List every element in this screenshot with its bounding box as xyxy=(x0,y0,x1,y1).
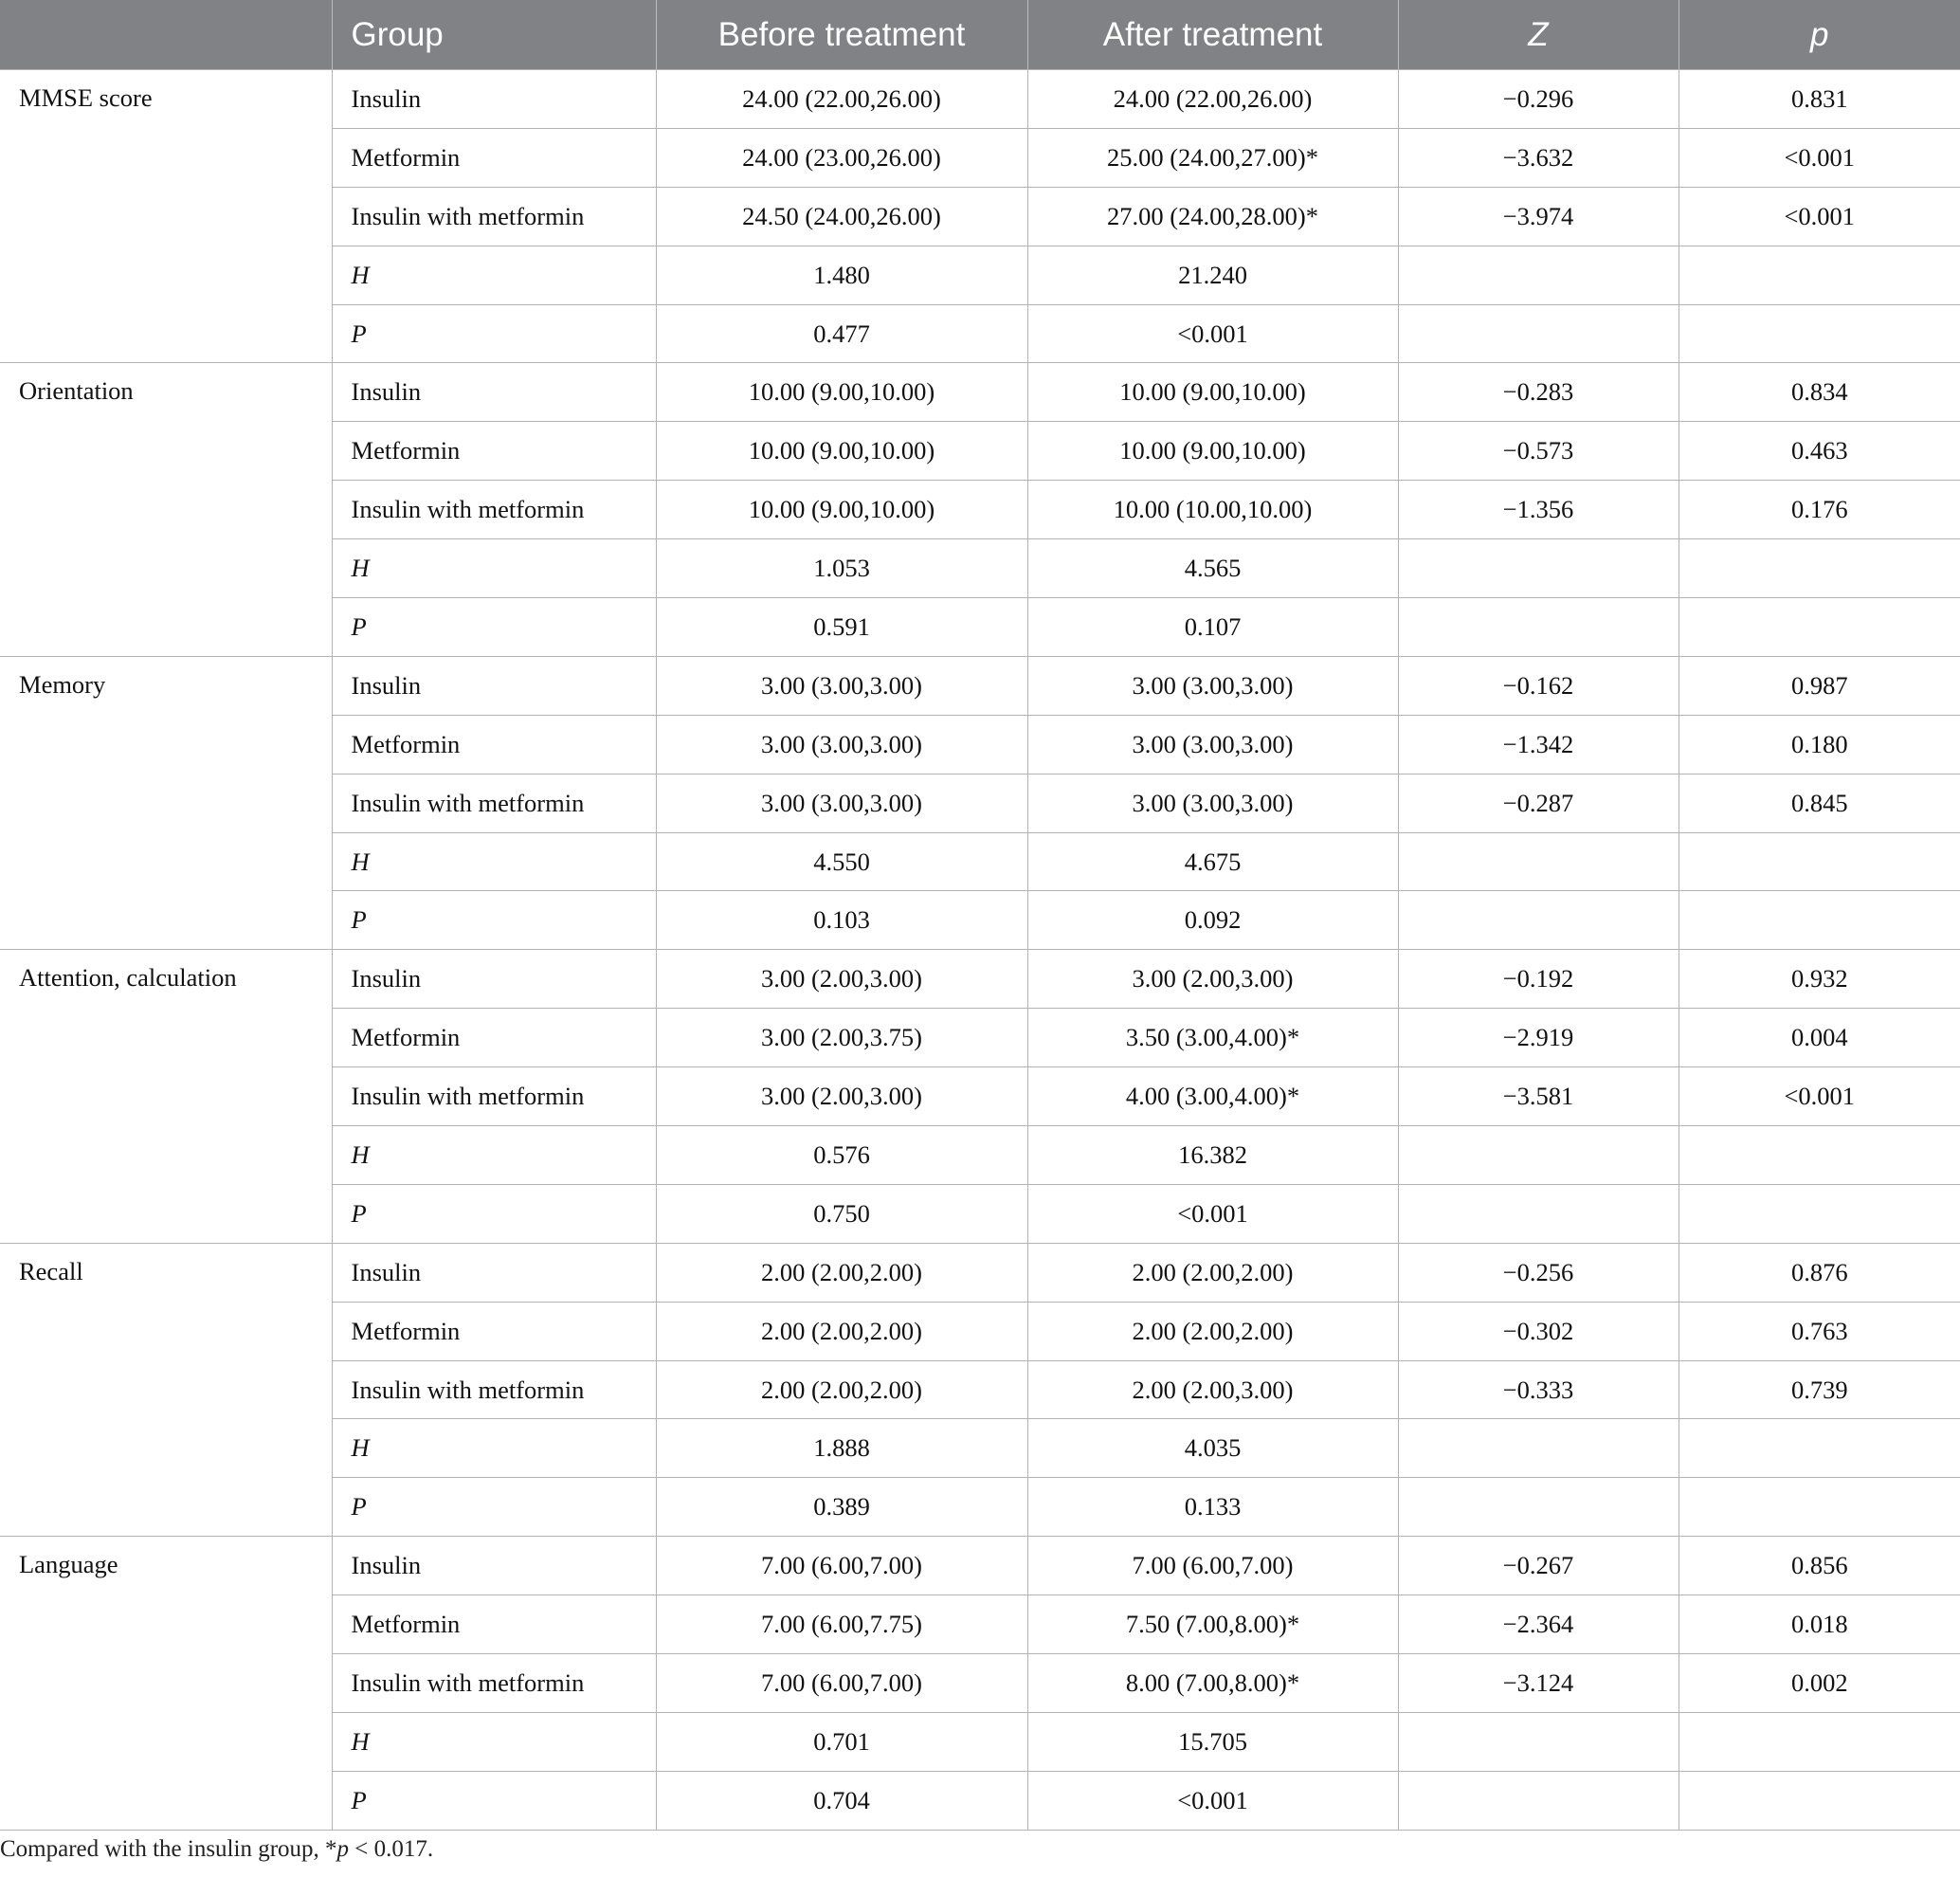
cell-z: −0.333 xyxy=(1398,1360,1679,1419)
cell-z xyxy=(1398,891,1679,950)
cell-before: 3.00 (2.00,3.00) xyxy=(656,950,1027,1009)
cell-group: Insulin with metformin xyxy=(332,1360,656,1419)
cell-p: 0.176 xyxy=(1679,481,1960,539)
cell-group: P xyxy=(332,1184,656,1243)
cell-after: 8.00 (7.00,8.00)* xyxy=(1027,1654,1398,1713)
cell-z: −0.296 xyxy=(1398,70,1679,129)
cell-p: 0.018 xyxy=(1679,1595,1960,1654)
header-section xyxy=(0,0,332,70)
cell-z: −3.581 xyxy=(1398,1067,1679,1126)
cell-group: H xyxy=(332,1419,656,1478)
cell-p xyxy=(1679,1126,1960,1185)
cell-after: 0.107 xyxy=(1027,598,1398,657)
cell-group: Insulin with metformin xyxy=(332,481,656,539)
cell-group: P xyxy=(332,304,656,363)
table-row xyxy=(0,950,1960,1009)
cell-z xyxy=(1398,1126,1679,1185)
cell-before: 10.00 (9.00,10.00) xyxy=(656,422,1027,481)
cell-group: Insulin xyxy=(332,70,656,129)
cell-group: P xyxy=(332,598,656,657)
cell-z: −0.256 xyxy=(1398,1243,1679,1302)
cell-after: 3.00 (2.00,3.00) xyxy=(1027,950,1398,1009)
cell-group: H xyxy=(332,246,656,304)
cell-z: −1.356 xyxy=(1398,481,1679,539)
cell-p xyxy=(1679,598,1960,657)
cell-p: 0.834 xyxy=(1679,363,1960,422)
cell-group: Metformin xyxy=(332,128,656,187)
cell-group: H xyxy=(332,1712,656,1771)
cell-p: 0.831 xyxy=(1679,70,1960,129)
cell-after: <0.001 xyxy=(1027,1184,1398,1243)
cell-after: <0.001 xyxy=(1027,304,1398,363)
cell-z xyxy=(1398,1419,1679,1478)
section-label: MMSE score xyxy=(0,70,332,363)
cell-z: −0.162 xyxy=(1398,656,1679,715)
cell-p xyxy=(1679,246,1960,304)
cell-after: 4.675 xyxy=(1027,832,1398,891)
cell-p: 0.856 xyxy=(1679,1537,1960,1595)
cell-p xyxy=(1679,1419,1960,1478)
table-row xyxy=(0,363,1960,422)
cell-before: 7.00 (6.00,7.00) xyxy=(656,1537,1027,1595)
cell-group: Metformin xyxy=(332,422,656,481)
cell-before: 2.00 (2.00,2.00) xyxy=(656,1243,1027,1302)
cell-after: 4.00 (3.00,4.00)* xyxy=(1027,1067,1398,1126)
cell-p: 0.763 xyxy=(1679,1302,1960,1360)
cell-group: Insulin xyxy=(332,1537,656,1595)
table-row xyxy=(0,656,1960,715)
cell-z: −3.632 xyxy=(1398,128,1679,187)
cell-z xyxy=(1398,304,1679,363)
cell-before: 1.480 xyxy=(656,246,1027,304)
cell-group: Insulin xyxy=(332,1243,656,1302)
cell-after: 0.133 xyxy=(1027,1478,1398,1537)
cell-before: 3.00 (3.00,3.00) xyxy=(656,715,1027,774)
header-group: Group xyxy=(332,0,656,70)
cell-after: 21.240 xyxy=(1027,246,1398,304)
cell-z xyxy=(1398,1478,1679,1537)
cell-group: P xyxy=(332,1771,656,1830)
cell-before: 0.591 xyxy=(656,598,1027,657)
cell-z: −0.302 xyxy=(1398,1302,1679,1360)
cell-after: 7.00 (6.00,7.00) xyxy=(1027,1537,1398,1595)
cell-after: 16.382 xyxy=(1027,1126,1398,1185)
cell-before: 0.576 xyxy=(656,1126,1027,1185)
cell-before: 0.389 xyxy=(656,1478,1027,1537)
header-after-treatment: After treatment xyxy=(1027,0,1398,70)
cell-after: 24.00 (22.00,26.00) xyxy=(1027,70,1398,129)
cell-after: 10.00 (10.00,10.00) xyxy=(1027,481,1398,539)
cell-p: <0.001 xyxy=(1679,128,1960,187)
cell-after: 2.00 (2.00,3.00) xyxy=(1027,1360,1398,1419)
cell-group: Metformin xyxy=(332,715,656,774)
cell-before: 0.750 xyxy=(656,1184,1027,1243)
cell-after: 3.00 (3.00,3.00) xyxy=(1027,656,1398,715)
section-label: Orientation xyxy=(0,363,332,656)
cell-after: 4.035 xyxy=(1027,1419,1398,1478)
cell-p: 0.002 xyxy=(1679,1654,1960,1713)
cell-group: Metformin xyxy=(332,1009,656,1067)
footnote-suffix: < 0.017. xyxy=(349,1836,434,1862)
cell-before: 3.00 (2.00,3.00) xyxy=(656,1067,1027,1126)
cell-group: Metformin xyxy=(332,1302,656,1360)
cell-group: P xyxy=(332,891,656,950)
cell-group: Insulin with metformin xyxy=(332,187,656,246)
cell-group: Insulin with metformin xyxy=(332,1654,656,1713)
cell-group: Insulin xyxy=(332,656,656,715)
cell-group: Insulin with metformin xyxy=(332,774,656,832)
cell-after: 15.705 xyxy=(1027,1712,1398,1771)
cell-z: −2.919 xyxy=(1398,1009,1679,1067)
cell-before: 1.888 xyxy=(656,1419,1027,1478)
header-p: p xyxy=(1679,0,1960,70)
cell-z xyxy=(1398,1712,1679,1771)
cell-z: −2.364 xyxy=(1398,1595,1679,1654)
cell-p: 0.876 xyxy=(1679,1243,1960,1302)
cell-p: 0.739 xyxy=(1679,1360,1960,1419)
cell-before: 24.50 (24.00,26.00) xyxy=(656,187,1027,246)
cell-before: 24.00 (23.00,26.00) xyxy=(656,128,1027,187)
cell-before: 0.103 xyxy=(656,891,1027,950)
cell-p: 0.987 xyxy=(1679,656,1960,715)
cell-z xyxy=(1398,1184,1679,1243)
cell-before: 0.701 xyxy=(656,1712,1027,1771)
cell-z: −0.573 xyxy=(1398,422,1679,481)
cell-before: 3.00 (3.00,3.00) xyxy=(656,656,1027,715)
cell-before: 0.477 xyxy=(656,304,1027,363)
cell-group: Insulin with metformin xyxy=(332,1067,656,1126)
section-label: Language xyxy=(0,1537,332,1830)
cell-z: −0.192 xyxy=(1398,950,1679,1009)
cell-after: 3.00 (3.00,3.00) xyxy=(1027,774,1398,832)
cell-z: −0.287 xyxy=(1398,774,1679,832)
cell-p xyxy=(1679,1184,1960,1243)
cell-p: <0.001 xyxy=(1679,1067,1960,1126)
cell-group: H xyxy=(332,1126,656,1185)
table-row xyxy=(0,1537,1960,1595)
cell-p: 0.004 xyxy=(1679,1009,1960,1067)
cell-p: 0.845 xyxy=(1679,774,1960,832)
section-label: Recall xyxy=(0,1243,332,1536)
cell-before: 24.00 (22.00,26.00) xyxy=(656,70,1027,129)
table-row xyxy=(0,70,1960,129)
cell-after: 0.092 xyxy=(1027,891,1398,950)
cell-before: 1.053 xyxy=(656,539,1027,598)
footnote xyxy=(0,1836,433,1863)
cell-z: −1.342 xyxy=(1398,715,1679,774)
header-row xyxy=(0,0,1960,70)
cell-p xyxy=(1679,891,1960,950)
cell-before: 10.00 (9.00,10.00) xyxy=(656,363,1027,422)
section-label: Memory xyxy=(0,656,332,949)
cell-before: 7.00 (6.00,7.75) xyxy=(656,1595,1027,1654)
cell-before: 3.00 (3.00,3.00) xyxy=(656,774,1027,832)
cell-before: 2.00 (2.00,2.00) xyxy=(656,1302,1027,1360)
cell-after: 3.50 (3.00,4.00)* xyxy=(1027,1009,1398,1067)
table-body xyxy=(0,70,1960,1831)
cell-p xyxy=(1679,832,1960,891)
section-label: Attention, calculation xyxy=(0,950,332,1243)
cell-after: 7.50 (7.00,8.00)* xyxy=(1027,1595,1398,1654)
cell-z: −3.124 xyxy=(1398,1654,1679,1713)
cell-z: −0.267 xyxy=(1398,1537,1679,1595)
cell-group: Insulin xyxy=(332,950,656,1009)
cell-z: −0.283 xyxy=(1398,363,1679,422)
cell-z xyxy=(1398,832,1679,891)
cell-p xyxy=(1679,1478,1960,1537)
table-row xyxy=(0,1243,1960,1302)
cell-z xyxy=(1398,598,1679,657)
cell-before: 10.00 (9.00,10.00) xyxy=(656,481,1027,539)
cell-group: Insulin xyxy=(332,363,656,422)
cell-after: 25.00 (24.00,27.00)* xyxy=(1027,128,1398,187)
cell-p xyxy=(1679,304,1960,363)
cell-p xyxy=(1679,1771,1960,1830)
header-before-treatment: Before treatment xyxy=(656,0,1027,70)
cell-z xyxy=(1398,246,1679,304)
cell-after: 10.00 (9.00,10.00) xyxy=(1027,363,1398,422)
cell-after: 3.00 (3.00,3.00) xyxy=(1027,715,1398,774)
cell-after: 27.00 (24.00,28.00)* xyxy=(1027,187,1398,246)
cell-after: 2.00 (2.00,2.00) xyxy=(1027,1302,1398,1360)
cell-p: <0.001 xyxy=(1679,187,1960,246)
cell-z: −3.974 xyxy=(1398,187,1679,246)
cell-z xyxy=(1398,539,1679,598)
footnote-p-symbol: p xyxy=(336,1836,350,1862)
cell-before: 0.704 xyxy=(656,1771,1027,1830)
cell-after: <0.001 xyxy=(1027,1771,1398,1830)
cell-before: 4.550 xyxy=(656,832,1027,891)
cell-group: H xyxy=(332,832,656,891)
cell-group: H xyxy=(332,539,656,598)
cell-z xyxy=(1398,1771,1679,1830)
cell-p xyxy=(1679,1712,1960,1771)
cell-p: 0.180 xyxy=(1679,715,1960,774)
cell-before: 2.00 (2.00,2.00) xyxy=(656,1360,1027,1419)
cell-after: 4.565 xyxy=(1027,539,1398,598)
cell-p xyxy=(1679,539,1960,598)
cell-p: 0.463 xyxy=(1679,422,1960,481)
cell-group: P xyxy=(332,1478,656,1537)
cell-group: Metformin xyxy=(332,1595,656,1654)
cell-after: 2.00 (2.00,2.00) xyxy=(1027,1243,1398,1302)
cell-after: 10.00 (9.00,10.00) xyxy=(1027,422,1398,481)
cell-p: 0.932 xyxy=(1679,950,1960,1009)
cell-before: 7.00 (6.00,7.00) xyxy=(656,1654,1027,1713)
footnote-prefix: Compared with the insulin group, * xyxy=(0,1836,337,1862)
header-z: Z xyxy=(1398,0,1679,70)
cell-before: 3.00 (2.00,3.75) xyxy=(656,1009,1027,1067)
